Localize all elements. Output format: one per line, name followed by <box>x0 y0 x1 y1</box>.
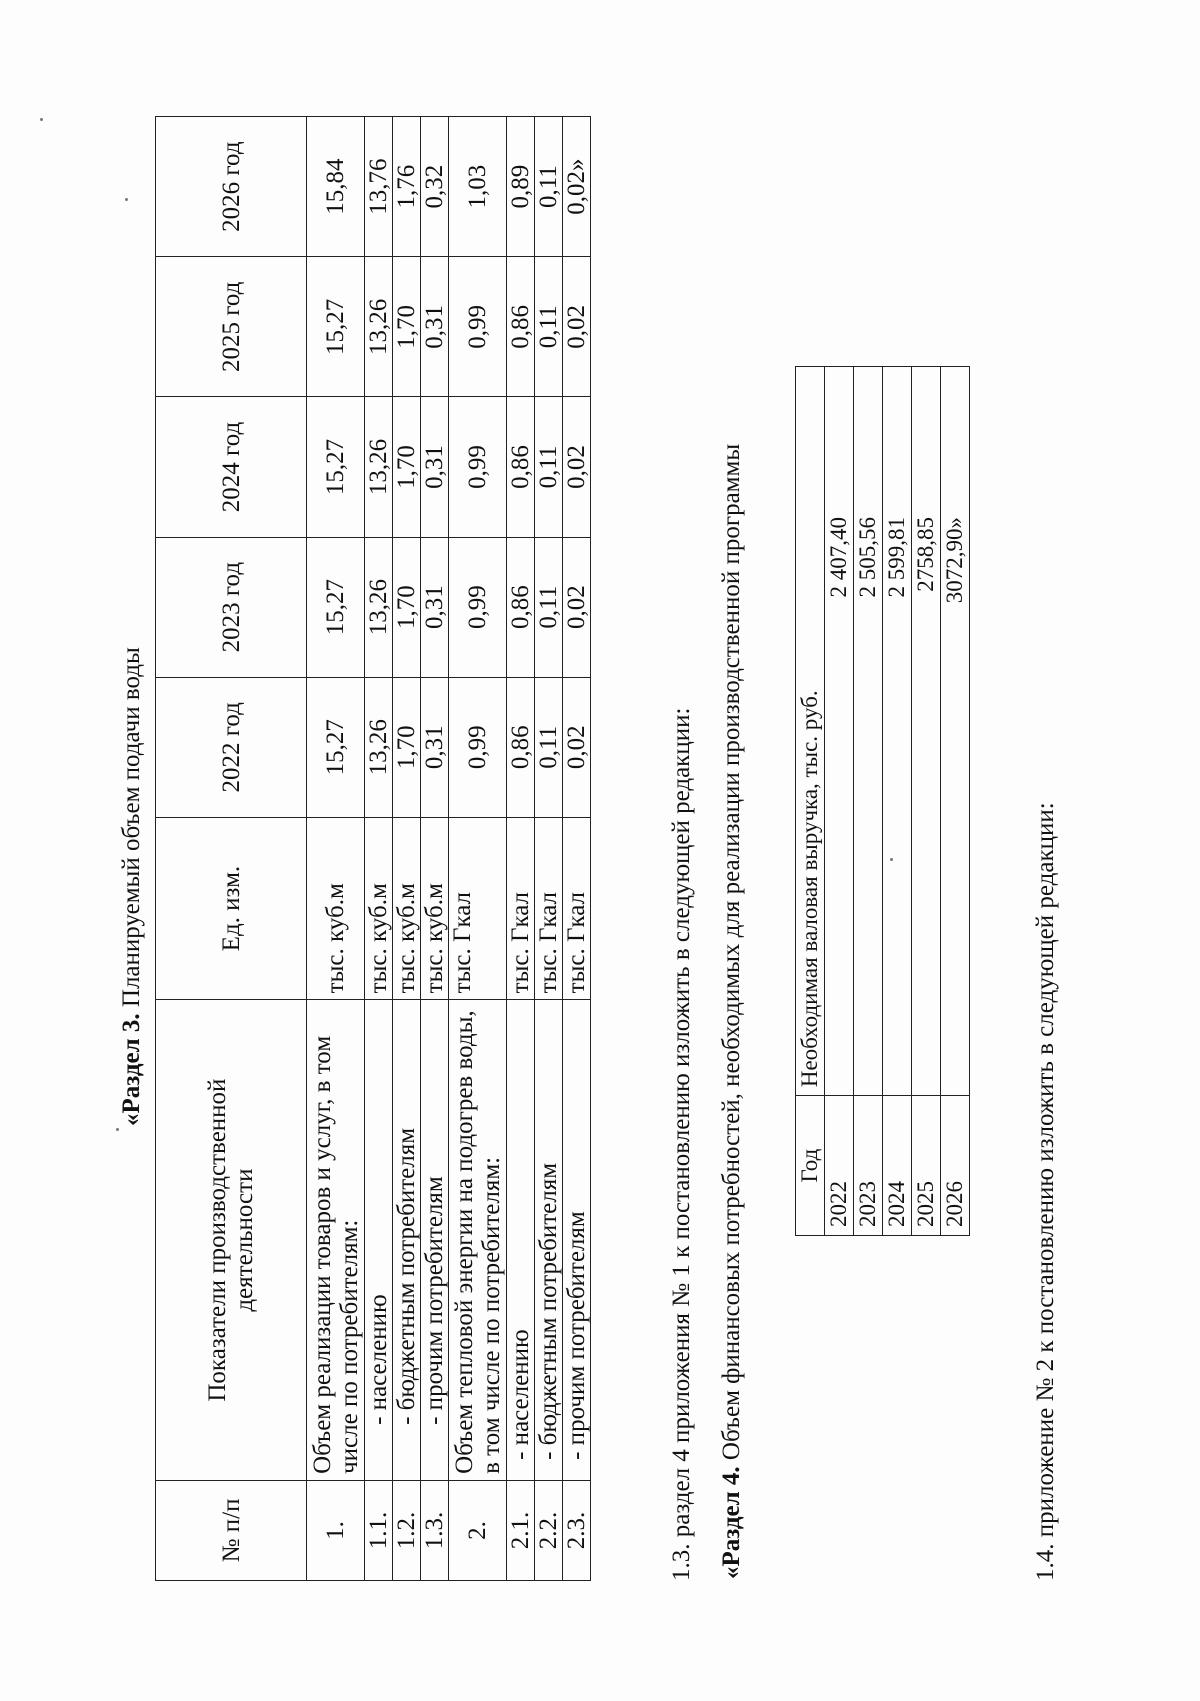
header-cell: Необходимая валовая выручка, тыс. руб. <box>796 367 825 1096</box>
value-2024: 0,99 <box>449 397 507 537</box>
table-row <box>912 367 941 1236</box>
row-number: 2. <box>449 1480 507 1580</box>
value-2024: 0,86 <box>507 397 535 537</box>
table-row <box>421 117 449 1581</box>
row-unit: тыс. Гкал <box>449 817 507 999</box>
year-cell: 2024 <box>883 1096 912 1236</box>
section4-heading <box>718 444 746 1579</box>
row-indicator: - бюджетным потребителям <box>535 1000 563 1481</box>
water-supply-table <box>155 116 591 1581</box>
table-row <box>307 117 365 1581</box>
value-2022: 0,99 <box>449 677 507 817</box>
revenue-cell: 2758,85 <box>912 367 941 1096</box>
value-2026: 1,76 <box>393 117 421 257</box>
row-unit: тыс. куб.м <box>393 817 421 999</box>
section3-heading-text: Планируемый объем подачи воды <box>118 647 145 1014</box>
table-header-row <box>796 367 825 1236</box>
scan-speck <box>40 118 43 121</box>
value-2022: 0,31 <box>421 677 449 817</box>
table-row <box>365 117 393 1581</box>
header-cell: 2025 год <box>156 257 307 397</box>
row-unit: тыс. Гкал <box>535 817 563 999</box>
scan-speck <box>125 198 128 201</box>
value-2025: 0,11 <box>535 257 563 397</box>
value-2024: 0,31 <box>421 397 449 537</box>
row-number: 2.2. <box>535 1480 563 1580</box>
table-row <box>449 117 507 1581</box>
revenue-cell: 2 599,81 <box>883 367 912 1096</box>
header-cell: 2023 год <box>156 537 307 677</box>
value-2026: 15,84 <box>307 117 365 257</box>
row-indicator: Объем тепловой энергии на подогрев воды, в том числе по потребителям: <box>449 1000 507 1481</box>
row-indicator: - населению <box>365 1000 393 1481</box>
value-2026: 1,03 <box>449 117 507 257</box>
value-2026: 13,76 <box>365 117 393 257</box>
value-2022: 0,11 <box>535 677 563 817</box>
row-indicator: Объем реализации товаров и услуг, в том числе по потребителям: <box>307 1000 365 1481</box>
financial-needs-table <box>795 366 970 1236</box>
value-2023: 0,99 <box>449 537 507 677</box>
scan-speck <box>890 858 893 861</box>
value-2023: 0,86 <box>507 537 535 677</box>
table-row <box>825 367 854 1236</box>
row-unit: тыс. Гкал <box>507 817 535 999</box>
revenue-cell: 2 407,40 <box>825 367 854 1096</box>
table-row <box>507 117 535 1581</box>
row-unit: тыс. Гкал <box>563 817 591 999</box>
paragraph-1-3: 1.3. раздел 4 приложения № 1 к постановлению изложить в следующей редакции: <box>668 707 695 1581</box>
value-2026: 0,11 <box>535 117 563 257</box>
section4-heading-bold: «Раздел 4. <box>718 1466 745 1579</box>
scan-speck <box>116 1128 119 1131</box>
section3-heading-bold: «Раздел 3. <box>118 1013 145 1126</box>
paragraph-1-4: 1.4. приложение № 2 к постановлению изложить в следующей редакции: <box>1032 802 1059 1581</box>
table-row <box>563 117 591 1581</box>
table-header-row <box>156 117 307 1581</box>
value-2024: 1,70 <box>393 397 421 537</box>
value-2026: 0,02» <box>563 117 591 257</box>
row-unit: тыс. куб.м <box>365 817 393 999</box>
value-2022: 1,70 <box>393 677 421 817</box>
value-2026: 0,89 <box>507 117 535 257</box>
value-2022: 15,27 <box>307 677 365 817</box>
table-row <box>941 367 970 1236</box>
row-number: 1.3. <box>421 1480 449 1580</box>
value-2022: 13,26 <box>365 677 393 817</box>
row-unit: тыс. куб.м <box>307 817 365 999</box>
value-2025: 0,86 <box>507 257 535 397</box>
row-number: 2.1. <box>507 1480 535 1580</box>
value-2022: 0,86 <box>507 677 535 817</box>
header-cell: № п/п <box>156 1480 307 1580</box>
row-indicator: - прочим потребителям <box>563 1000 591 1481</box>
table-row <box>854 367 883 1236</box>
table-row <box>535 117 563 1581</box>
value-2023: 0,02 <box>563 537 591 677</box>
value-2023: 0,31 <box>421 537 449 677</box>
value-2024: 0,11 <box>535 397 563 537</box>
revenue-cell: 2 505,56 <box>854 367 883 1096</box>
header-cell: 2026 год <box>156 117 307 257</box>
row-number: 2.3. <box>563 1480 591 1580</box>
table-row <box>883 367 912 1236</box>
value-2026: 0,32 <box>421 117 449 257</box>
value-2025: 13,26 <box>365 257 393 397</box>
row-indicator: - прочим потребителям <box>421 1000 449 1481</box>
header-cell: Показатели производственной деятельности <box>156 1000 307 1481</box>
row-indicator: - бюджетным потребителям <box>393 1000 421 1481</box>
year-cell: 2022 <box>825 1096 854 1236</box>
value-2024: 13,26 <box>365 397 393 537</box>
value-2025: 15,27 <box>307 257 365 397</box>
row-number: 1. <box>307 1480 365 1580</box>
value-2024: 0,02 <box>563 397 591 537</box>
value-2023: 15,27 <box>307 537 365 677</box>
year-cell: 2025 <box>912 1096 941 1236</box>
value-2025: 0,31 <box>421 257 449 397</box>
value-2023: 0,11 <box>535 537 563 677</box>
year-cell: 2026 <box>941 1096 970 1236</box>
row-indicator: - населению <box>507 1000 535 1481</box>
revenue-cell: 3072,90» <box>941 367 970 1096</box>
header-cell: Год <box>796 1096 825 1236</box>
row-number: 1.1. <box>365 1480 393 1580</box>
year-cell: 2023 <box>854 1096 883 1236</box>
value-2025: 0,02 <box>563 257 591 397</box>
section3-heading <box>118 647 146 1126</box>
row-number: 1.2. <box>393 1480 421 1580</box>
value-2023: 1,70 <box>393 537 421 677</box>
header-cell: Ед. изм. <box>156 817 307 999</box>
value-2024: 15,27 <box>307 397 365 537</box>
value-2025: 0,99 <box>449 257 507 397</box>
section4-heading-text: Объем финансовых потребностей, необходимых для реализации производственной программы <box>718 443 745 1467</box>
row-unit: тыс. куб.м <box>421 817 449 999</box>
header-cell: 2024 год <box>156 397 307 537</box>
value-2023: 13,26 <box>365 537 393 677</box>
table-row <box>393 117 421 1581</box>
header-cell: 2022 год <box>156 677 307 817</box>
value-2025: 1,70 <box>393 257 421 397</box>
value-2022: 0,02 <box>563 677 591 817</box>
